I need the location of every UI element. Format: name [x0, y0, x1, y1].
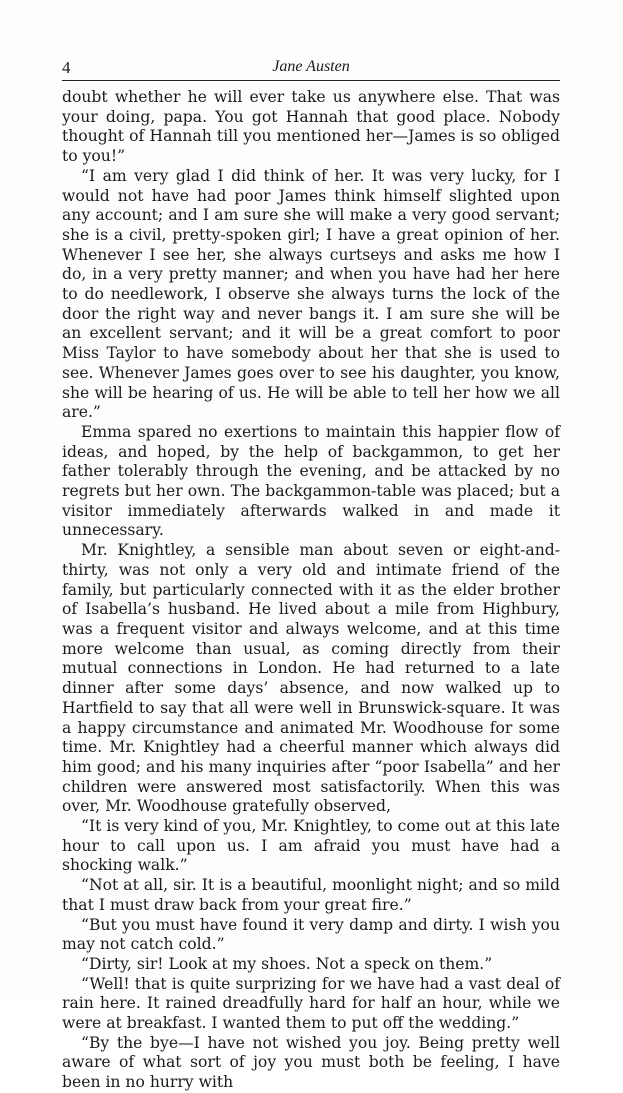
paragraph: “Well! that is quite surprizing for we have had a vast deal of rain here. It rained dreadfully hard for half an hour, while we were at breakfast. I wanted them to put off the wedding.” — [62, 974, 560, 1033]
paragraph: “Dirty, sir! Look at my shoes. Not a speck on them.” — [81, 954, 493, 973]
paragraph: Emma spared no exertions to maintain this happier flow of ideas, and hoped, by the help of backgammon, to get her father tolerably through the evening, and be attacked by no regrets but her own. The backgammon-table was placed; but a visitor immediately afterwards walked in and made it unnecessary. — [62, 422, 560, 540]
paragraph: “By the bye—I have not wished you joy. Being pretty well aware of what sort of joy you must both be feeling, I have been in no hurry with — [62, 1033, 560, 1092]
running-head: Jane Austen — [272, 58, 350, 75]
paragraph: “Not at all, sir. It is a beautiful, moonlight night; and so mild that I must draw back from your great fire.” — [62, 876, 560, 914]
header-rule — [62, 80, 560, 81]
paragraph: “I am very glad I did think of her. It was very lucky, for I would not have had poor James think himself slighted upon any account; and I am sure she will make a very good servant; she is a civil, pretty-spoken girl; I have a great opinion of her. Whenever I see her, she always curtseys and asks me how I do, in a very pretty manner; and when you have had her here to do needlework, I observe she always turns the lock of the door the right way and never bangs it. I am sure she will be an excellent servant; and it will be a great comfort to poor Miss Taylor to have somebody about her that she is used to see. Whenever James goes over to see his daughter, you know, she will be hearing of us. He will be able to tell her how we all are.” — [62, 166, 560, 422]
paragraph: “But you must have found it very damp and dirty. I wish you may not catch cold.” — [62, 915, 560, 954]
paragraph: “It is very kind of you, Mr. Knightley, to come out at this late hour to call upon us. I am afraid you must have had a shocking walk.” — [62, 817, 560, 875]
page-header — [62, 56, 560, 80]
page-number: 4 — [62, 58, 71, 77]
paragraph: doubt whether he will ever take us anywhere else. That was your doing, papa. You got Hannah that good place. Nobody thought of Hannah till you mentioned her—James is so obliged to you!” — [62, 88, 560, 166]
paragraph: Mr. Knightley, a sensible man about seven or eight-and-thirty, was not only a very old and intimate friend of the family, but particularly connected with it as the elder brother of Isabella’s husband. He lived about a mile from Highbury, was a frequent visitor and always welcome, and at this time more welcome than usual, as coming directly from their mutual connections in London. He had returned to a late dinner after some days’ absence, and now walked up to Hartfield to say that all were well in Brunswick-square. It was a happy circumstance and animated Mr. Woodhouse for some time. Mr. Knightley had a cheerful manner which always did him good; and his many inquiries after “poor Isabella” and her children were answered most satisfactorily. When this was over, Mr. Woodhouse gratefully observed, — [62, 541, 560, 816]
body-text — [62, 88, 560, 1092]
